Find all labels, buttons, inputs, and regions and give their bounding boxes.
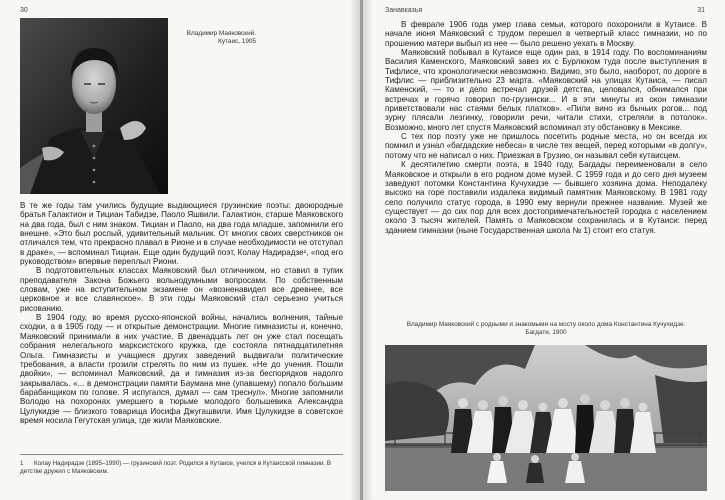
- portrait-caption-line-2: Кутаис, 1905: [218, 37, 256, 45]
- group-photo-caption-line-2: Багдати, 1900: [525, 328, 567, 336]
- portrait-photo: [20, 18, 168, 194]
- footnote: [20, 460, 343, 476]
- left-folio: 30: [20, 7, 28, 14]
- right-body-text: [385, 20, 707, 235]
- right-paragraph-3: С тех пор поэту уже не пришлось посетить родные места, но он всегда их помнил и узнал «багдадские небеса» в числе тех вещей, перед которыми «в долгу», потому что не написал о них. Приезжая в Грузию, он называл себя кутаисцем.: [385, 132, 707, 160]
- running-head: Занавказья: [385, 7, 423, 14]
- portrait-photo-image: [20, 18, 168, 194]
- right-paragraph-1: В феврале 1906 года умер глава семьи, которого похоронили в Кутаисе. В начале июня Маяковский с трудом перешел в четвертый класс гимназии, но по прошению матери выбыл из нее — было решено уехать в Москву.: [385, 20, 707, 48]
- right-page: [363, 0, 725, 500]
- left-body-text: [20, 201, 343, 425]
- left-page: [0, 0, 360, 500]
- left-paragraph-1: В те же годы там учились будущие выдающиеся грузинские поэты: двоюродные братья Галактион и Тициан Табидзе, Паоло Яшвили. Галактион, старше Маяковского на два года, был с ним знаком. Тициан и Паоло, на два года младше, запомнили его внешне. «Это был рослый, удивительный мальчик. От многих своих сверстников он отличался тем, что прекрасно плавал в Рионе и в случае необходимости не отступал в драке», — вспоминал Тициан. Еще один будущий поэт, Колау Надирадзе¹, «под его руководством» впервые переплыл Риони.: [20, 201, 343, 267]
- group-photo: [385, 345, 707, 491]
- footnote-text: Колау Надирадзе (1895–1990) — грузинский поэт. Родился в Кутаисе, учился в Кутаисской гимназии. В детстве дружил с Маяковским.: [20, 460, 331, 475]
- portrait-caption: [176, 30, 256, 45]
- footnote-rule: [20, 454, 343, 455]
- right-paragraph-4: К десятилетию смерти поэта, в 1940 году, Багдады переименовали в село Маяковское и открыли в его родном доме музей. С 1959 года и до сего дня музеем заведуют потомки Константина Кучухидзе — бывшего хозяина дома. Неподалеку высоко на горе поставили издалека видимый памятник Маяковскому. В 1981 году село получило статус города, в 1990 ему вернули прежнее название. Музей же существует — до сих пор для всех достопримечательностей городка с населением около 3 тысяч жителей. Память о Маяковском сохранилась и в Кутаиси: перед зданием гимназии (ныне Государственная школа № 1) стоит его статуя.: [385, 160, 707, 235]
- group-photo-caption: [385, 321, 707, 336]
- footnote-number: 1: [20, 460, 24, 467]
- group-photo-caption-line-1: Владимир Маяковский с родными и знакомыми на мосту около дома Константина Кучухидзе.: [406, 321, 686, 328]
- right-paragraph-2: Маяковский побывал в Кутаисе еще один раз, в 1914 году. По воспоминаниям Василия Каменского, Маяковский завез их с Бурлюком туда после выступления в Тифлисе, что хронологически невозможно. Видимо, это было, наоборот, по дороге в Тифлис — приблизительно 23 марта. «Маяковский на улицах Кутаиса, — писал Каменский, — то и дело встречал друзей детства, целовался, обнимался при встречах и горячо говорил по-грузински... И в эти минуты из окон гимназии приветствовали нас стаями белых платков». «Пили вино из бычьих рогов... под зурну плясали лезгинку, говорили речи, читали стихи, стреляли в потолок». Возможно, много лет спустя Маяковский вспоминал эту обстановку в Мексике.: [385, 48, 707, 132]
- right-folio: 31: [697, 7, 705, 14]
- left-paragraph-2: В подготовительных классах Маяковский был отличником, но ставил в тупик преподавателя Закона Божьего вольнодумными вопросами. По собственным словам, уже на вступительном экзамене он «возненавидел все древнее, все церковное и все славянское». В эти годы Маяковский стал серьезно учиться рисованию.: [20, 266, 343, 313]
- gutter-shadow-right: [363, 0, 373, 500]
- group-photo-image: [385, 345, 707, 491]
- left-paragraph-3: В 1904 году, во время русско-японской войны, начались волнения, тайные сходки, а в 1905 году — и открытые демонстрации. Многие гимназисты и, конечно, Маяковский принимали в них участие. В двенадцать лет он уже стал посещать собрания нелегального марксистского кружка, где состояла пятнадцатилетняя Ольга. Гимназисты и учащиеся других заведений выдвигали политические требования, а власти грозили стрелять по ним из пушек. «Не до учения. Пошли двойки», — вспоминал Маяковский, да и гимназия из-за беспорядков надолго закрывалась. «... в демонстрации памяти Баумана мне (упавшему) попало большим барабанщиком по голове. Я испугался, думал — сам треснул». Многие запомнили Володю на похоронах умершего в тюрьме молодого большевика Александра Цулукидзе — близкого товарища Иосифа Джугашвили. Имя Цулукидзе в советское время носила Гегутская улица, где жили Маяковские.: [20, 313, 343, 425]
- portrait-caption-line-1: Владимир Маяковский.: [186, 30, 256, 37]
